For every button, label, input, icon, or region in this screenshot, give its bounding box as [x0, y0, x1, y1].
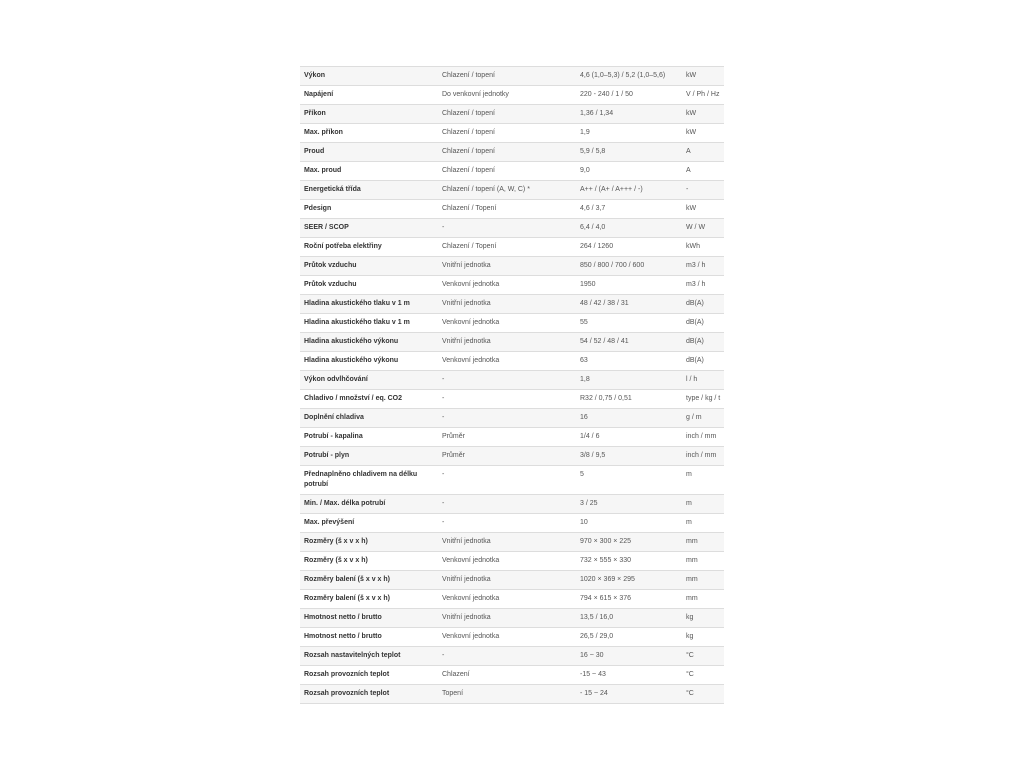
- param-cell: Energetická třída: [304, 186, 361, 193]
- value-cell: 5: [580, 471, 584, 478]
- table-row: [300, 162, 724, 181]
- param-cell: Hladina akustického výkonu: [304, 338, 399, 345]
- param-cell: Průtok vzduchu: [304, 281, 357, 288]
- unit-cell: inch / mm: [686, 433, 717, 440]
- table-row: [300, 238, 724, 257]
- table-row: [300, 67, 724, 86]
- value-cell: 4,6 / 3,7: [580, 205, 606, 212]
- table-row: [300, 666, 724, 685]
- value-cell: 264 / 1260: [580, 243, 614, 250]
- value-cell: 1,36 / 1,34: [580, 110, 614, 117]
- unit-cell: g / m: [686, 414, 702, 421]
- condition-cell: Vnitřní jednotka: [442, 614, 491, 621]
- param-cell: Výkon odvlhčování: [304, 376, 368, 383]
- value-cell: A++ / (A+ / A+++ / -): [580, 186, 643, 193]
- unit-cell: °C: [686, 652, 694, 659]
- param-cell: Přednaplněno chladivem na délku potrubí: [304, 471, 418, 488]
- condition-cell: -: [442, 395, 445, 402]
- unit-cell: kW: [686, 72, 697, 79]
- value-cell: 1950: [580, 281, 596, 288]
- value-cell: - 15 ~ 24: [580, 690, 608, 697]
- condition-cell: Venkovní jednotka: [442, 319, 500, 326]
- unit-cell: dB(A): [686, 319, 704, 326]
- param-cell: Pdesign: [304, 205, 332, 212]
- unit-cell: kWh: [686, 243, 700, 250]
- unit-cell: mm: [686, 576, 698, 583]
- value-cell: 794 × 615 × 376: [580, 595, 631, 602]
- param-cell: Příkon: [304, 110, 326, 117]
- unit-cell: l / h: [686, 376, 698, 383]
- param-cell: Max. příkon: [304, 129, 343, 136]
- table-row: [300, 495, 724, 514]
- unit-cell: inch / mm: [686, 452, 717, 459]
- unit-cell: kg: [686, 633, 694, 640]
- unit-cell: dB(A): [686, 357, 704, 364]
- unit-cell: A: [686, 167, 691, 174]
- table-row: [300, 276, 724, 295]
- value-cell: 16: [580, 414, 588, 421]
- table-row: [300, 143, 724, 162]
- condition-cell: Topení: [442, 690, 464, 697]
- unit-cell: dB(A): [686, 338, 704, 345]
- param-cell: Hladina akustického tlaku v 1 m: [304, 300, 410, 307]
- unit-cell: mm: [686, 595, 698, 602]
- value-cell: 55: [580, 319, 588, 326]
- condition-cell: -: [442, 224, 445, 231]
- condition-cell: Chlazení / topení (A, W, C) *: [442, 186, 530, 193]
- condition-cell: Průměr: [442, 452, 465, 459]
- param-cell: Rozměry balení (š x v x h): [304, 576, 390, 583]
- param-cell: Proud: [304, 148, 325, 155]
- unit-cell: m3 / h: [686, 262, 706, 269]
- table-row: [300, 590, 724, 609]
- table-row: [300, 124, 724, 143]
- table-row: [300, 257, 724, 276]
- table-row: [300, 685, 724, 704]
- value-cell: 4,6 (1,0–5,3) / 5,2 (1,0–5,6): [580, 72, 666, 79]
- param-cell: Potrubí - plyn: [304, 452, 350, 459]
- table-row: [300, 390, 724, 409]
- unit-cell: dB(A): [686, 300, 704, 307]
- param-cell: Výkon: [304, 72, 326, 79]
- table-row: [300, 514, 724, 533]
- param-cell: Rozsah provozních teplot: [304, 671, 390, 678]
- table-row: [300, 86, 724, 105]
- value-cell: 26,5 / 29,0: [580, 633, 614, 640]
- unit-cell: W / W: [686, 224, 706, 231]
- condition-cell: -: [442, 652, 445, 659]
- condition-cell: Chlazení: [442, 671, 470, 678]
- condition-cell: Vnitřní jednotka: [442, 338, 491, 345]
- condition-cell: -: [442, 414, 445, 421]
- table-row: [300, 409, 724, 428]
- unit-cell: m: [686, 500, 692, 507]
- param-cell: Rozměry balení (š x v x h): [304, 595, 390, 602]
- value-cell: 9,0: [580, 167, 590, 174]
- condition-cell: -: [442, 519, 445, 526]
- unit-cell: kW: [686, 205, 697, 212]
- condition-cell: Venkovní jednotka: [442, 557, 500, 564]
- value-cell: 1,9: [580, 129, 590, 136]
- table-row: [300, 447, 724, 466]
- table-row: [300, 105, 724, 124]
- unit-cell: kW: [686, 110, 697, 117]
- table-row: [300, 371, 724, 390]
- condition-cell: Venkovní jednotka: [442, 633, 500, 640]
- value-cell: 13,5 / 16,0: [580, 614, 614, 621]
- param-cell: Napájení: [304, 91, 334, 98]
- table-row: [300, 352, 724, 371]
- value-cell: 732 × 555 × 330: [580, 557, 631, 564]
- value-cell: 6,4 / 4,0: [580, 224, 606, 231]
- spec-table-body: [300, 67, 724, 704]
- unit-cell: m: [686, 471, 692, 478]
- value-cell: 970 × 300 × 225: [580, 538, 631, 545]
- condition-cell: Vnitřní jednotka: [442, 262, 491, 269]
- condition-cell: Do venkovní jednotky: [442, 91, 509, 98]
- condition-cell: Chlazení / topení: [442, 110, 495, 117]
- unit-cell: °C: [686, 671, 694, 678]
- unit-cell: m: [686, 519, 692, 526]
- param-cell: Hladina akustického tlaku v 1 m: [304, 319, 410, 326]
- param-cell: Rozsah provozních teplot: [304, 690, 390, 697]
- param-cell: Rozměry (š x v x h): [304, 538, 368, 545]
- condition-cell: Chlazení / topení: [442, 148, 495, 155]
- table-row: [300, 314, 724, 333]
- value-cell: 54 / 52 / 48 / 41: [580, 338, 629, 345]
- table-row: [300, 571, 724, 590]
- unit-cell: type / kg / t: [686, 395, 721, 402]
- condition-cell: Vnitřní jednotka: [442, 538, 491, 545]
- value-cell: 5,9 / 5,8: [580, 148, 606, 155]
- unit-cell: V / Ph / Hz: [686, 91, 720, 98]
- value-cell: 63: [580, 357, 588, 364]
- value-cell: R32 / 0,75 / 0,51: [580, 395, 632, 402]
- unit-cell: mm: [686, 538, 698, 545]
- unit-cell: kg: [686, 614, 694, 621]
- value-cell: 1/4 / 6: [580, 433, 600, 440]
- table-row: [300, 628, 724, 647]
- value-cell: 220 - 240 / 1 / 50: [580, 91, 633, 98]
- param-cell: Max. proud: [304, 167, 342, 174]
- table-row: [300, 533, 724, 552]
- table-row: [300, 609, 724, 628]
- condition-cell: Chlazení / Topení: [442, 205, 497, 212]
- value-cell: 16 ~ 30: [580, 652, 604, 659]
- value-cell: 1020 × 369 × 295: [580, 576, 635, 583]
- param-cell: SEER / SCOP: [304, 224, 349, 231]
- condition-cell: Chlazení / topení: [442, 72, 495, 79]
- condition-cell: Venkovní jednotka: [442, 281, 500, 288]
- table-row: [300, 200, 724, 219]
- table-row: [300, 647, 724, 666]
- condition-cell: Venkovní jednotka: [442, 357, 500, 364]
- value-cell: -15 ~ 43: [580, 671, 606, 678]
- value-cell: 3/8 / 9,5: [580, 452, 606, 459]
- value-cell: 850 / 800 / 700 / 600: [580, 262, 645, 269]
- condition-cell: -: [442, 376, 445, 383]
- table-row: [300, 181, 724, 200]
- unit-cell: °C: [686, 690, 694, 697]
- condition-cell: -: [442, 471, 445, 478]
- param-cell: Chladivo / množství / eq. CO2: [304, 395, 403, 402]
- param-cell: Rozsah nastavitelných teplot: [304, 652, 401, 659]
- condition-cell: Chlazení / Topení: [442, 243, 497, 250]
- table-row: [300, 295, 724, 314]
- unit-cell: kW: [686, 129, 697, 136]
- condition-cell: Vnitřní jednotka: [442, 300, 491, 307]
- condition-cell: -: [442, 500, 445, 507]
- condition-cell: Chlazení / topení: [442, 167, 495, 174]
- param-cell: Hladina akustického výkonu: [304, 357, 399, 364]
- condition-cell: Vnitřní jednotka: [442, 576, 491, 583]
- value-cell: 10: [580, 519, 588, 526]
- condition-cell: Venkovní jednotka: [442, 595, 500, 602]
- unit-cell: m3 / h: [686, 281, 706, 288]
- param-cell: Hmotnost netto / brutto: [304, 614, 382, 621]
- value-cell: 48 / 42 / 38 / 31: [580, 300, 629, 307]
- value-cell: 3 / 25: [580, 500, 598, 507]
- param-cell: Doplnění chladiva: [304, 414, 364, 421]
- table-row: [300, 219, 724, 238]
- param-cell: Min. / Max. délka potrubí: [304, 500, 386, 507]
- spec-table: [300, 66, 724, 704]
- param-cell: Hmotnost netto / brutto: [304, 633, 382, 640]
- param-cell: Potrubí - kapalina: [304, 433, 363, 440]
- table-row: [300, 552, 724, 571]
- condition-cell: Průměr: [442, 433, 465, 440]
- unit-cell: A: [686, 148, 691, 155]
- param-cell: Roční potřeba elektřiny: [304, 243, 382, 250]
- value-cell: 1,8: [580, 376, 590, 383]
- table-row: [300, 428, 724, 447]
- unit-cell: mm: [686, 557, 698, 564]
- param-cell: Průtok vzduchu: [304, 262, 357, 269]
- param-cell: Max. převýšení: [304, 519, 355, 526]
- table-row: [300, 333, 724, 352]
- unit-cell: -: [686, 186, 689, 193]
- condition-cell: Chlazení / topení: [442, 129, 495, 136]
- param-cell: Rozměry (š x v x h): [304, 557, 368, 564]
- table-row: [300, 466, 724, 495]
